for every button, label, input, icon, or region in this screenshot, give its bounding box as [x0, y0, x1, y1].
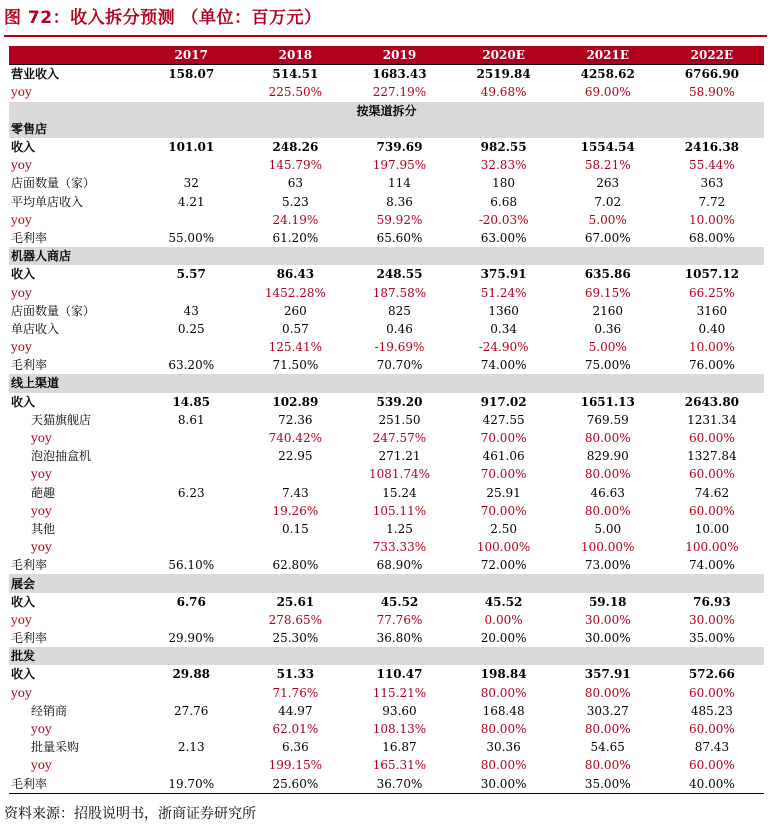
yoy-row	[9, 756, 764, 774]
value-cell: 8.36	[386, 194, 413, 209]
value-cell	[139, 156, 243, 174]
value-cell: 27.76	[174, 703, 209, 718]
row-label: 经销商	[31, 703, 68, 718]
value-cell: 70.00%	[480, 467, 527, 482]
section-row	[9, 647, 764, 665]
value-cell: 427.55	[482, 412, 525, 427]
yoy-row	[9, 83, 764, 101]
value-cell: 5.00%	[588, 212, 627, 227]
year-header: 2020E	[452, 46, 556, 65]
value-cell: 93.60	[382, 703, 417, 718]
value-cell: 60.00%	[689, 503, 735, 518]
row-label: yoy	[11, 85, 32, 100]
row-label: yoy	[11, 612, 32, 627]
row-label: 收入	[11, 394, 36, 409]
yoy-row	[9, 211, 764, 229]
year-header: 2018	[243, 46, 347, 65]
row-label: yoy	[11, 212, 32, 227]
row-label: 毛利率	[11, 358, 48, 373]
value-cell: 125.41%	[268, 340, 323, 355]
value-cell: 485.23	[690, 703, 733, 718]
value-cell: 461.06	[482, 449, 525, 464]
table-row	[9, 665, 764, 683]
value-cell	[139, 611, 243, 629]
value-cell: 63	[287, 176, 303, 191]
yoy-row	[9, 684, 764, 702]
value-cell: 0.57	[282, 321, 309, 336]
row-label: 收入	[11, 140, 36, 155]
value-cell: -19.69%	[374, 340, 425, 355]
table-bottom-rule	[9, 793, 764, 794]
table-row	[9, 447, 764, 465]
value-cell: 1651.13	[580, 394, 635, 409]
row-label: 其他	[31, 521, 56, 536]
value-cell: 36.80%	[376, 631, 423, 646]
value-cell: 0.15	[282, 521, 309, 536]
section-label: 线上渠道	[9, 374, 764, 392]
value-cell: 572.66	[688, 667, 735, 682]
table-row	[9, 320, 764, 338]
section-row	[9, 574, 764, 592]
value-cell: 71.76%	[272, 685, 319, 700]
value-cell: 25.91	[486, 485, 521, 500]
value-cell: 740.42%	[268, 431, 323, 446]
year-header: 2019	[347, 46, 451, 65]
value-cell: 100.00%	[685, 540, 739, 555]
row-label: 天猫旗舰店	[31, 412, 92, 427]
value-cell: 80.00%	[584, 722, 631, 737]
row-label: 毛利率	[11, 776, 48, 791]
value-cell: 68.00%	[689, 230, 735, 245]
value-cell: 4.21	[177, 194, 205, 209]
value-cell: 30.00%	[584, 612, 631, 627]
header-row	[9, 46, 764, 65]
value-cell: 80.00%	[584, 758, 631, 773]
value-cell: 56.10%	[168, 558, 215, 573]
value-cell: 514.51	[243, 65, 347, 84]
value-cell: 357.91	[584, 667, 631, 682]
year-header: 2021E	[556, 46, 660, 65]
value-cell: 80.00%	[480, 722, 527, 737]
value-cell: 0.40	[698, 321, 726, 336]
value-cell: 6.68	[490, 194, 517, 209]
header-label	[9, 46, 139, 65]
table-row	[9, 229, 764, 247]
value-cell: 115.21%	[372, 685, 427, 700]
value-cell: 45.52	[380, 594, 419, 609]
section-label: 机器人商店	[9, 247, 764, 265]
value-cell: 917.02	[480, 394, 527, 409]
value-cell: 80.00%	[584, 431, 631, 446]
value-cell: 70.00%	[480, 503, 527, 518]
table-row	[9, 65, 764, 84]
value-cell: 10.00%	[689, 340, 735, 355]
value-cell	[139, 447, 243, 465]
row-label: 毛利率	[11, 230, 48, 245]
value-cell: 187.58%	[372, 285, 427, 300]
value-cell: 5.00%	[588, 340, 627, 355]
value-cell: 71.50%	[272, 358, 319, 373]
value-cell: 29.88	[172, 667, 211, 682]
table-row	[9, 629, 764, 647]
table-body	[9, 65, 764, 793]
table-row	[9, 356, 764, 374]
value-cell: 69.00%	[584, 85, 631, 100]
yoy-row	[9, 465, 764, 483]
value-cell: 32	[183, 176, 199, 191]
value-cell	[139, 465, 243, 483]
yoy-row	[9, 720, 764, 738]
year-header: 2022E	[660, 46, 764, 65]
value-cell: 0.46	[386, 321, 413, 336]
row-label: 店面数量（家）	[11, 176, 96, 191]
value-cell: 3160	[696, 303, 728, 318]
row-label: 泡泡抽盒机	[31, 449, 92, 464]
value-cell: 65.60%	[376, 230, 423, 245]
yoy-row	[9, 429, 764, 447]
value-cell: 74.00%	[689, 558, 735, 573]
table-row	[9, 702, 764, 720]
value-cell	[139, 520, 243, 538]
value-cell: 1452.28%	[264, 285, 326, 300]
row-label: 收入	[11, 594, 36, 609]
value-cell: 58.21%	[584, 158, 631, 173]
value-cell: 635.86	[584, 267, 631, 282]
value-cell: 60.00%	[689, 431, 735, 446]
value-cell: 51.33	[276, 667, 315, 682]
row-label: yoy	[31, 503, 52, 518]
value-cell: 58.90%	[689, 85, 735, 100]
value-cell: 45.52	[484, 594, 523, 609]
table-row	[9, 593, 764, 611]
yoy-row	[9, 283, 764, 301]
value-cell: 59.18	[588, 594, 627, 609]
table-row	[9, 411, 764, 429]
table-row	[9, 302, 764, 320]
row-label: yoy	[11, 158, 32, 173]
value-cell: 2416.38	[684, 140, 740, 155]
value-cell: 76.00%	[689, 358, 735, 373]
value-cell: 32.83%	[480, 158, 527, 173]
row-label: 毛利率	[11, 558, 48, 573]
value-cell: 55.44%	[689, 158, 735, 173]
value-cell	[139, 720, 243, 738]
value-cell: 108.13%	[372, 722, 427, 737]
value-cell: 16.87	[382, 740, 417, 755]
value-cell: 35.00%	[689, 631, 735, 646]
section-label: 零售店	[9, 120, 764, 138]
yoy-row	[9, 502, 764, 520]
value-cell: 7.43	[282, 485, 309, 500]
value-cell: 1327.84	[687, 449, 737, 464]
value-cell: 1231.34	[687, 412, 737, 427]
value-cell: 2643.80	[684, 394, 740, 409]
value-cell	[243, 538, 347, 556]
value-cell: 43	[183, 303, 199, 318]
value-cell: 2160	[592, 303, 623, 318]
row-label: 收入	[11, 667, 36, 682]
row-label: 平均单店收入	[11, 194, 84, 209]
value-cell: 1057.12	[684, 267, 740, 282]
table-row	[9, 393, 764, 411]
value-cell: 165.31%	[372, 758, 427, 773]
value-cell: 2.50	[490, 521, 517, 536]
value-cell	[139, 338, 243, 356]
table-row	[9, 556, 764, 574]
value-cell: 69.15%	[584, 285, 631, 300]
value-cell: 248.55	[376, 267, 423, 282]
value-cell: 6.36	[282, 740, 309, 755]
value-cell	[139, 538, 243, 556]
value-cell: 6.76	[176, 594, 206, 609]
value-cell: 35.00%	[584, 776, 631, 791]
section-row	[9, 120, 764, 138]
row-label: yoy	[11, 685, 32, 700]
table-row	[9, 520, 764, 538]
value-cell: 19.26%	[272, 503, 319, 518]
value-cell: 105.11%	[372, 503, 427, 518]
value-cell: 825	[388, 303, 411, 318]
table-row	[9, 265, 764, 283]
section-row	[9, 247, 764, 265]
value-cell: 7.02	[594, 194, 622, 209]
value-cell: 247.57%	[372, 431, 427, 446]
value-cell: 5.57	[176, 267, 206, 282]
value-cell: 60.00%	[689, 722, 735, 737]
value-cell: 1360	[488, 303, 519, 318]
value-cell: 100.00%	[476, 540, 531, 555]
value-cell: 100.00%	[581, 540, 635, 555]
row-label: 单店收入	[11, 321, 60, 336]
value-cell: 51.24%	[480, 285, 527, 300]
value-cell	[139, 211, 243, 229]
value-cell: 5.00	[594, 521, 622, 536]
row-label: 营业收入	[9, 65, 139, 84]
value-cell: 769.59	[586, 412, 629, 427]
year-header: 2017	[139, 46, 243, 65]
value-cell: 77.76%	[376, 612, 423, 627]
value-cell	[243, 465, 347, 483]
value-cell: 80.00%	[584, 467, 631, 482]
value-cell: 829.90	[586, 449, 629, 464]
value-cell: 80.00%	[584, 685, 631, 700]
table-row	[9, 193, 764, 211]
value-cell: 63.20%	[168, 358, 215, 373]
value-cell: 75.00%	[584, 358, 631, 373]
value-cell: 25.60%	[272, 776, 319, 791]
value-cell: 74.00%	[480, 358, 527, 373]
value-cell: 25.30%	[272, 631, 319, 646]
value-cell: 25.61	[276, 594, 315, 609]
value-cell: 102.89	[272, 394, 319, 409]
value-cell: 30.00%	[689, 612, 735, 627]
value-cell: 66.25%	[689, 285, 735, 300]
row-label: yoy	[31, 431, 52, 446]
value-cell: 303.27	[586, 703, 629, 718]
value-cell: 49.68%	[480, 85, 527, 100]
row-label: yoy	[31, 722, 52, 737]
yoy-row	[9, 156, 764, 174]
value-cell: 363	[700, 176, 724, 191]
value-cell: 227.19%	[372, 85, 427, 100]
value-cell: 15.24	[382, 485, 417, 500]
value-cell	[139, 502, 243, 520]
value-cell: 225.50%	[268, 85, 323, 100]
value-cell: 1081.74%	[368, 467, 430, 482]
value-cell: 54.65	[590, 740, 625, 755]
section-label: 展会	[9, 574, 764, 592]
value-cell: 6.23	[177, 485, 205, 500]
row-label: 葩趣	[31, 485, 56, 500]
row-label: yoy	[11, 340, 32, 355]
value-cell: 10.00%	[689, 212, 735, 227]
value-cell: 76.93	[693, 594, 731, 609]
value-cell: 22.95	[278, 449, 313, 464]
value-cell: 1683.43	[347, 65, 451, 84]
value-cell: 110.47	[376, 667, 423, 682]
value-cell: 63.00%	[480, 230, 527, 245]
value-cell: 0.36	[594, 321, 622, 336]
value-cell: 114	[388, 176, 411, 191]
value-cell: 6766.90	[660, 65, 764, 84]
value-cell: 248.26	[272, 140, 319, 155]
value-cell	[139, 684, 243, 702]
value-cell: 72.00%	[480, 558, 527, 573]
value-cell: 260	[283, 303, 307, 318]
value-cell: 46.63	[590, 485, 625, 500]
source-note: 资料来源：招股说明书，浙商证券研究所	[4, 806, 256, 822]
value-cell	[139, 756, 243, 774]
value-cell: 60.00%	[689, 758, 735, 773]
value-cell: 44.97	[278, 703, 313, 718]
forecast-table	[9, 46, 764, 793]
value-cell: 199.15%	[268, 758, 323, 773]
value-cell	[139, 83, 243, 101]
yoy-row	[9, 538, 764, 556]
value-cell: -20.03%	[478, 212, 529, 227]
value-cell: 61.20%	[272, 230, 319, 245]
value-cell: 14.85	[172, 394, 211, 409]
value-cell: 74.62	[694, 485, 730, 500]
value-cell: 86.43	[276, 267, 315, 282]
figure-title: 图 72：收入拆分预测 （单位：百万元）	[4, 8, 322, 28]
value-cell: 1554.54	[580, 140, 635, 155]
value-cell: -24.90%	[478, 340, 529, 355]
value-cell: 24.19%	[272, 212, 319, 227]
row-label: yoy	[31, 540, 52, 555]
title-rule	[4, 35, 767, 37]
value-cell: 197.95%	[372, 158, 427, 173]
row-label: 收入	[11, 267, 36, 282]
value-cell: 40.00%	[689, 776, 735, 791]
value-cell: 30.00%	[584, 631, 631, 646]
value-cell: 10.00	[694, 521, 730, 536]
section-row	[9, 374, 764, 392]
value-cell: 0.00%	[484, 612, 523, 627]
value-cell: 30.36	[486, 740, 521, 755]
value-cell: 67.00%	[584, 230, 631, 245]
value-cell: 539.20	[376, 394, 423, 409]
value-cell: 29.90%	[168, 631, 215, 646]
value-cell: 158.07	[139, 65, 243, 84]
value-cell: 2519.84	[452, 65, 556, 84]
value-cell: 982.55	[480, 140, 527, 155]
value-cell: 733.33%	[372, 540, 427, 555]
value-cell: 80.00%	[480, 685, 527, 700]
value-cell: 55.00%	[168, 230, 215, 245]
value-cell: 168.48	[482, 703, 525, 718]
value-cell: 36.70%	[376, 776, 423, 791]
value-cell: 198.84	[480, 667, 527, 682]
value-cell: 145.79%	[268, 158, 323, 173]
value-cell: 62.01%	[272, 722, 319, 737]
value-cell: 5.23	[282, 194, 309, 209]
channel-banner-row	[9, 102, 764, 120]
value-cell: 1.25	[386, 521, 413, 536]
value-cell: 73.00%	[584, 558, 631, 573]
value-cell: 62.80%	[272, 558, 319, 573]
row-label: yoy	[31, 467, 52, 482]
value-cell: 4258.62	[556, 65, 660, 84]
value-cell: 101.01	[168, 140, 215, 155]
value-cell: 739.69	[376, 140, 423, 155]
value-cell: 20.00%	[480, 631, 527, 646]
section-label: 批发	[9, 647, 764, 665]
value-cell: 70.70%	[376, 358, 423, 373]
row-label: 批量采购	[31, 740, 80, 755]
value-cell: 60.00%	[689, 685, 735, 700]
value-cell: 68.90%	[376, 558, 423, 573]
value-cell: 0.25	[177, 321, 205, 336]
channel-banner: 按渠道拆分	[9, 102, 764, 120]
value-cell: 271.21	[378, 449, 421, 464]
value-cell: 80.00%	[480, 758, 527, 773]
value-cell: 19.70%	[168, 776, 215, 791]
row-label: yoy	[11, 285, 32, 300]
value-cell: 70.00%	[480, 431, 527, 446]
value-cell: 60.00%	[689, 467, 735, 482]
value-cell: 180	[492, 176, 516, 191]
value-cell: 278.65%	[268, 612, 323, 627]
table-row	[9, 775, 764, 793]
value-cell	[139, 429, 243, 447]
yoy-row	[9, 611, 764, 629]
value-cell: 30.00%	[480, 776, 527, 791]
row-label: 店面数量（家）	[11, 303, 96, 318]
value-cell: 2.13	[177, 740, 205, 755]
value-cell: 72.36	[278, 412, 313, 427]
table-row	[9, 484, 764, 502]
table-row	[9, 174, 764, 192]
value-cell: 8.61	[177, 412, 205, 427]
row-label: 毛利率	[11, 631, 48, 646]
value-cell: 59.92%	[376, 212, 423, 227]
table-row	[9, 138, 764, 156]
table-row	[9, 738, 764, 756]
value-cell: 80.00%	[584, 503, 631, 518]
row-label: yoy	[31, 758, 52, 773]
value-cell: 251.50	[378, 412, 421, 427]
value-cell: 0.34	[490, 321, 517, 336]
yoy-row	[9, 338, 764, 356]
value-cell: 87.43	[694, 740, 730, 755]
value-cell: 263	[596, 176, 620, 191]
value-cell: 375.91	[480, 267, 527, 282]
value-cell: 7.72	[698, 194, 726, 209]
value-cell	[139, 283, 243, 301]
